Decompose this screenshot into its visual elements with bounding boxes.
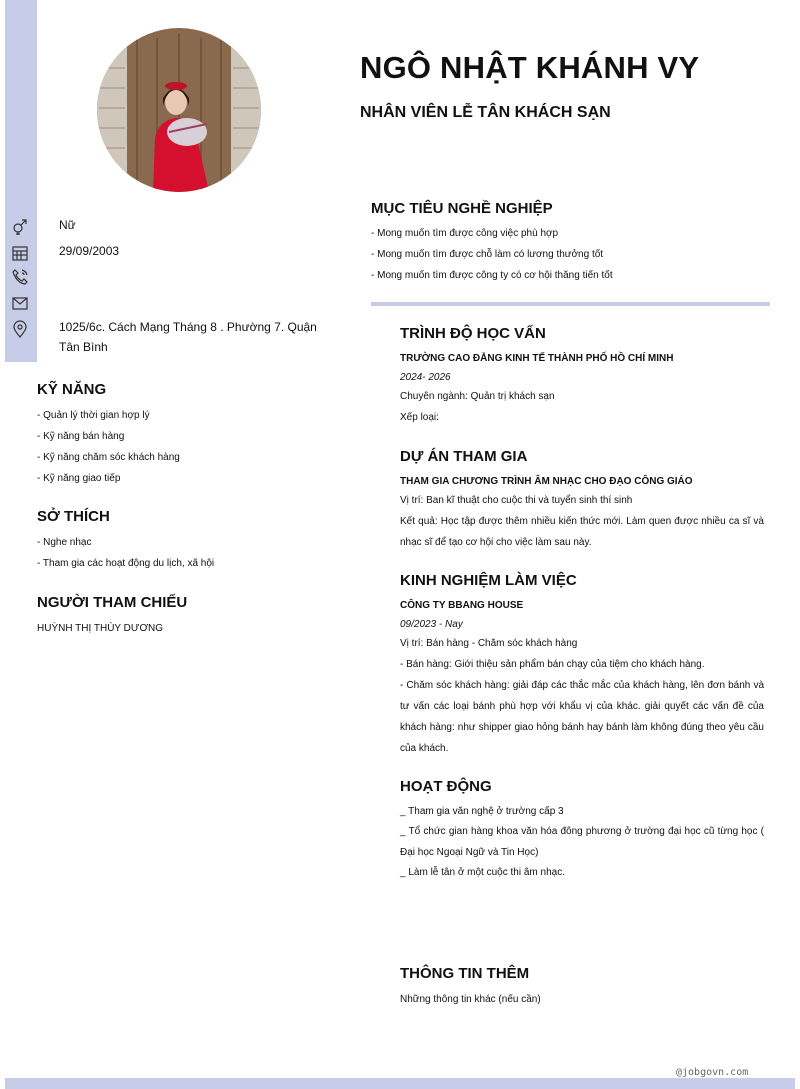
project-result: Kết quả: Học tập được thêm nhiều kiến thức mới. Làm quen được nhiều ca sĩ và nhạc sĩ để tạo cơ hội cho việc làm sau này. xyxy=(400,516,764,548)
phone-icon xyxy=(11,268,29,286)
hobbies-list xyxy=(37,532,214,574)
skills-heading: KỸ NĂNG xyxy=(37,381,107,398)
activity-item: _ Tổ chức gian hàng khoa văn hóa đông phương ở trường đại học cũ từng học ( Đại học Ngoại Ngữ và Tin Học) xyxy=(400,826,764,858)
skills-list xyxy=(37,405,180,489)
objective-item: - Mong muốn tìm được chỗ làm có lương thưởng tốt xyxy=(371,249,604,260)
watermark: @jobgovn.com xyxy=(676,1067,749,1078)
activity-item: _ Tham gia văn nghệ ở trường cấp 3 xyxy=(400,806,564,817)
address-value: 1025/6c. Cách Mạng Tháng 8 . Phường 7. Quận Tân Bình xyxy=(59,320,317,354)
experience-role: Vị trí: Bán hàng - Chăm sóc khách hàng xyxy=(400,638,578,649)
education-school: TRƯỜNG CAO ĐẲNG KINH TẾ THÀNH PHỐ HỒ CHÍ MINH xyxy=(400,353,674,364)
hobby-item: - Tham gia các hoạt động du lịch, xã hội xyxy=(37,558,215,569)
hobbies-heading: SỞ THÍCH xyxy=(37,508,110,525)
mail-icon xyxy=(11,294,29,312)
activities-heading: HOẠT ĐỘNG xyxy=(400,778,492,795)
experience-period: 09/2023 - Nay xyxy=(400,619,463,630)
experience-care: - Chăm sóc khách hàng: giải đáp các thắc mắc của khách hàng, lên đơn bánh và tư vấn các loại bánh phù hợp với khẩu vị của khác. giải quyết các vấn đề của khách hàng: như shipper giao hỏng bánh hay bánh làm không đúng theo yêu cầu của khách. xyxy=(400,680,764,754)
more-info-text: Những thông tin khác (nếu cần) xyxy=(400,994,541,1005)
objective-item: - Mong muốn tìm được công ty có cơ hội thăng tiến tốt xyxy=(371,270,613,281)
experience-sales: - Bán hàng: Giới thiệu sản phẩm bán chạy của tiệm cho khách hàng. xyxy=(400,659,705,670)
skill-item: - Kỹ năng giao tiếp xyxy=(37,473,121,484)
section-divider xyxy=(371,302,770,306)
gender-icon xyxy=(11,218,29,236)
project-role: Vị trí: Ban kĩ thuật cho cuộc thi và tuyển sinh thí sinh xyxy=(400,495,633,506)
education-period: 2024- 2026 xyxy=(400,372,451,383)
objective-heading: MỤC TIÊU NGHỀ NGHIỆP xyxy=(371,200,553,217)
project-name: THAM GIA CHƯƠNG TRÌNH ÂM NHẠC CHO ĐẠO CÔNG GIÁO xyxy=(400,476,693,487)
projects-heading: DỰ ÁN THAM GIA xyxy=(400,448,528,465)
skill-item: - Kỹ năng chăm sóc khách hàng xyxy=(37,452,180,463)
education-heading: TRÌNH ĐỘ HỌC VẤN xyxy=(400,325,546,342)
location-icon xyxy=(11,320,29,338)
dob-value: 29/09/2003 xyxy=(59,244,120,258)
gender-value: Nữ xyxy=(59,218,76,232)
education-rank: Xếp loại: xyxy=(400,412,439,423)
calendar-icon xyxy=(11,244,29,262)
objective-item: - Mong muốn tìm được công việc phù hợp xyxy=(371,228,559,239)
skill-item: - Quản lý thời gian hợp lý xyxy=(37,410,150,421)
more-info-heading: THÔNG TIN THÊM xyxy=(400,965,530,982)
objective-list xyxy=(371,223,613,286)
job-title: NHÂN VIÊN LỄ TÂN KHÁCH SẠN xyxy=(360,104,611,121)
bottom-accent-bar xyxy=(5,1078,795,1089)
avatar xyxy=(97,28,261,192)
experience-heading: KINH NGHIỆM LÀM VIỆC xyxy=(400,572,577,589)
avatar-photo xyxy=(97,28,261,192)
education-major: Chuyên ngành: Quản trị khách sạn xyxy=(400,391,555,402)
hobby-item: - Nghe nhạc xyxy=(37,537,92,548)
skill-item: - Kỹ năng bán hàng xyxy=(37,431,125,442)
reference-name: HUỲNH THỊ THÙY DƯƠNG xyxy=(37,623,164,634)
experience-company: CÔNG TY BBANG HOUSE xyxy=(400,600,524,611)
reference-heading: NGƯỜI THAM CHIẾU xyxy=(37,594,188,611)
candidate-name: NGÔ NHẬT KHÁNH VY xyxy=(360,50,700,85)
activity-item: _ Làm lễ tân ở một cuộc thi âm nhạc. xyxy=(400,867,565,878)
